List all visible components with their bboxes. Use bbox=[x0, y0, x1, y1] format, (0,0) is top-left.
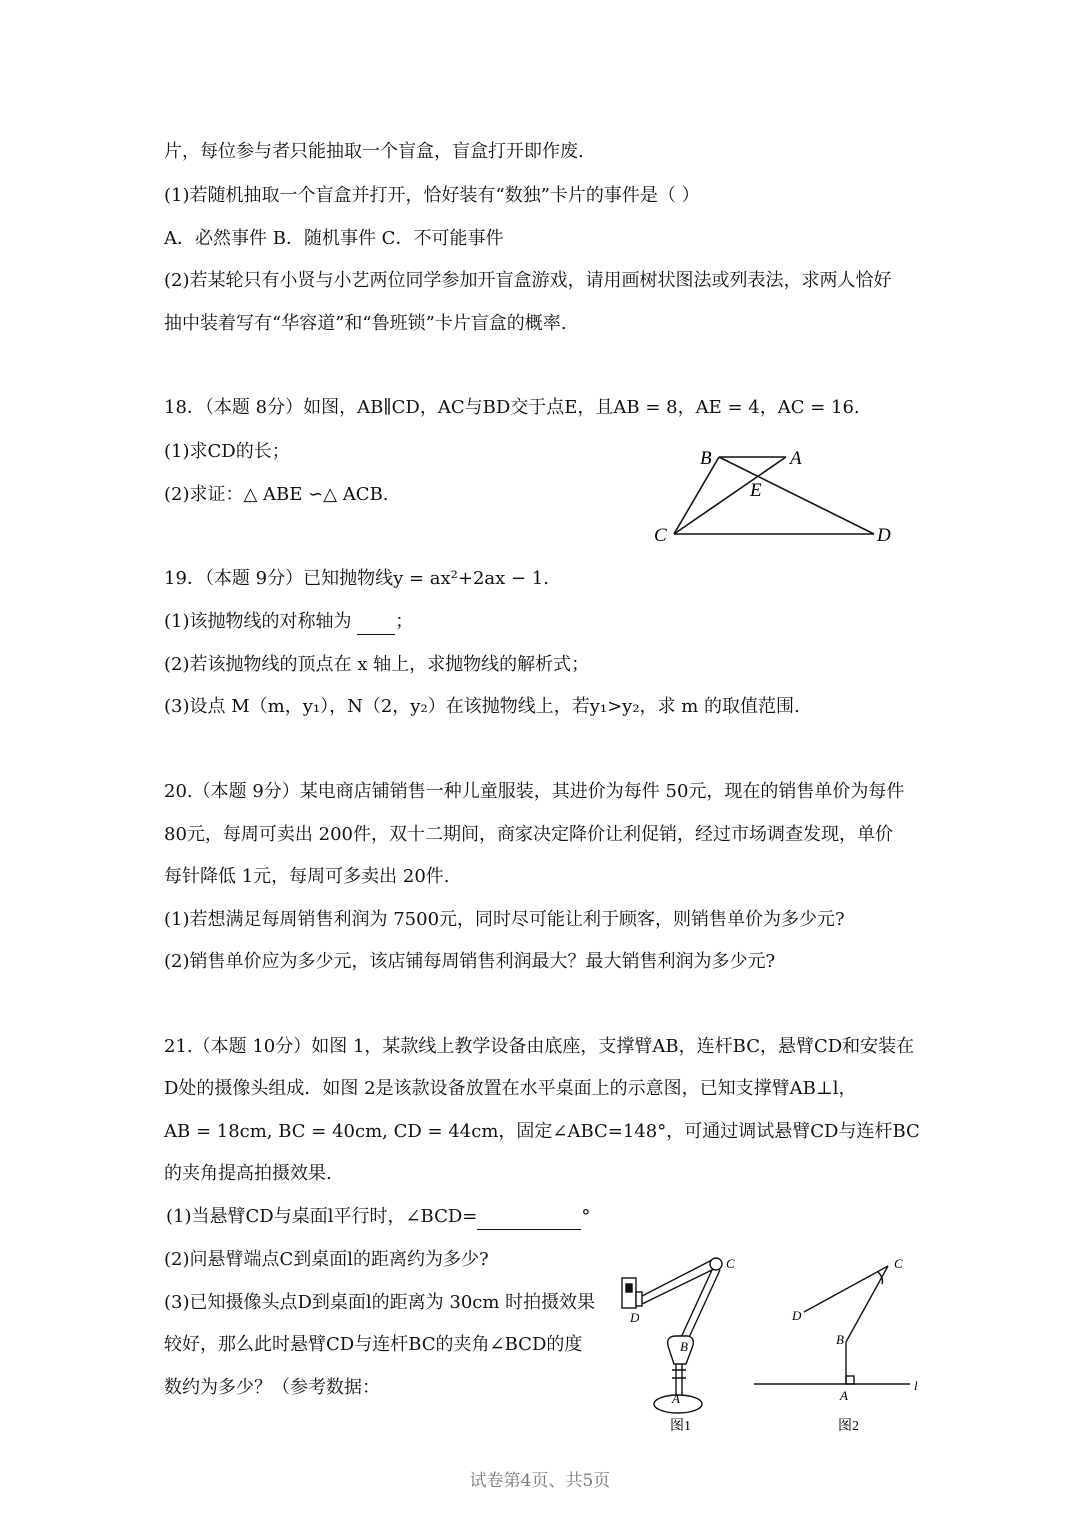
q18-part1: (1)求CD的长； bbox=[164, 441, 290, 462]
q21-stem-line1: 21.（本题 10分）如图 1，某款线上教学设备由底座，支撑臂AB，连杆BC，悬臂CD和安装在 bbox=[164, 1036, 915, 1057]
q19-part1-end: ； bbox=[395, 611, 414, 632]
fig1-caption: 图1 bbox=[670, 1419, 691, 1432]
q18-label-a: A bbox=[790, 448, 802, 469]
q21-figure1-device bbox=[612, 1252, 742, 1432]
q18-part2: (2)求证：△ ABE ∽△ ACB. bbox=[164, 484, 389, 505]
q18-label-b: B bbox=[700, 448, 712, 469]
q21-figure2-schematic bbox=[750, 1252, 930, 1432]
q21-part3-line2: 较好，那么此时悬臂CD与连杆BC的夹角∠BCD的度 bbox=[164, 1334, 583, 1355]
q17-part1: (1)若随机抽取一个盲盒并打开，恰好装有“数独”卡片的事件是（ ） bbox=[164, 185, 700, 206]
q19-part1 bbox=[164, 609, 413, 635]
q21-part3-line3: 数约为多少？（参考数据： bbox=[164, 1377, 380, 1398]
q17-part2-line1: (2)若某轮只有小贤与小艺两位同学参加开盲盒游戏，请用画树状图法或列表法，求两人恰好 bbox=[164, 270, 892, 291]
q21-stem-line2: D处的摄像头组成．如图 2是该款设备放置在水平桌面上的示意图，已知支撑臂AB⊥l， bbox=[164, 1078, 857, 1099]
q18-label-e: E bbox=[750, 480, 762, 501]
fig1-label-c: C bbox=[726, 1256, 735, 1271]
q21-part2: (2)问悬臂端点C到桌面l的距离约为多少? bbox=[164, 1249, 489, 1270]
q20-stem-line3: 每针降低 1元，每周可多卖出 20件. bbox=[164, 866, 450, 887]
q19-stem: 19．（本题 9分）已知抛物线y = ax²+2ax − 1. bbox=[164, 568, 549, 589]
page-footer: 试卷第4页、共5页 bbox=[469, 1471, 611, 1491]
q17-text-continuation: 片，每位参与者只能抽取一个盲盒，盲盒打开即作废. bbox=[164, 141, 584, 162]
q17-options: A．必然事件 B．随机事件 C．不可能事件 bbox=[164, 228, 504, 249]
q17-part2-line2: 抽中装着写有“华容道”和“鲁班锁”卡片盲盒的概率. bbox=[164, 313, 567, 334]
q21-stem-line4: 的夹角提高拍摄效果. bbox=[164, 1163, 332, 1184]
q19-part3: (3)设点 M（m，y₁），N（2，y₂）在该抛物线上，若y₁>y₂，求 m 的取值范围. bbox=[164, 696, 800, 717]
fig2-label-c: C bbox=[894, 1256, 903, 1271]
q20-part2: (2)销售单价应为多少元，该店铺每周销售利润最大？最大销售利润为多少元? bbox=[164, 951, 776, 972]
q19-answer-blank[interactable] bbox=[357, 614, 395, 635]
q18-label-d: D bbox=[877, 525, 891, 546]
q18-stem: 18．（本题 8分）如图，AB∥CD，AC与BD交于点E，且AB = 8，AE = 4，AC = 16. bbox=[164, 397, 860, 418]
q18-triangle-figure bbox=[640, 440, 910, 550]
q18-label-c: C bbox=[654, 525, 667, 546]
fig2-label-b: B bbox=[836, 1332, 844, 1347]
q21-part1-text: (1)当悬臂CD与桌面l平行时，∠BCD= bbox=[166, 1206, 478, 1227]
q20-stem-line2: 80元，每周可卖出 200件，双十二期间，商家决定降价让利促销，经过市场调查发现，单价 bbox=[164, 824, 893, 845]
fig2-label-a: A bbox=[840, 1388, 848, 1403]
q21-part3-line1: (3)已知摄像头点D到桌面l的距离为 30cm 时拍摄效果 bbox=[164, 1292, 596, 1313]
q20-part1: (1)若想满足每周销售利润为 7500元，同时尽可能让利于顾客，则销售单价为多少元? bbox=[164, 909, 845, 930]
q19-part1-text: (1)该抛物线的对称轴为 bbox=[164, 611, 358, 632]
fig2-label-d: D bbox=[792, 1308, 802, 1323]
q21-stem-line3: AB = 18cm, BC = 40cm, CD = 44cm，固定∠ABC=148°，可通过调试悬臂CD与连杆BC bbox=[164, 1121, 920, 1142]
fig2-label-l: l bbox=[914, 1378, 918, 1393]
fig1-label-d: D bbox=[630, 1310, 640, 1325]
fig2-caption: 图2 bbox=[838, 1419, 859, 1432]
q20-stem-line1: 20.（本题 9分）某电商店铺销售一种儿童服装，其进价为每件 50元，现在的销售单价为每件 bbox=[164, 781, 905, 802]
q21-answer-blank[interactable] bbox=[477, 1209, 581, 1230]
q21-part1-degree: ° bbox=[581, 1206, 591, 1227]
q19-part2: (2)若该抛物线的顶点在 x 轴上，求抛物线的解析式； bbox=[164, 654, 590, 675]
q21-part1 bbox=[166, 1204, 590, 1230]
fig1-label-b: B bbox=[680, 1339, 688, 1354]
fig1-label-a: A bbox=[672, 1391, 680, 1406]
